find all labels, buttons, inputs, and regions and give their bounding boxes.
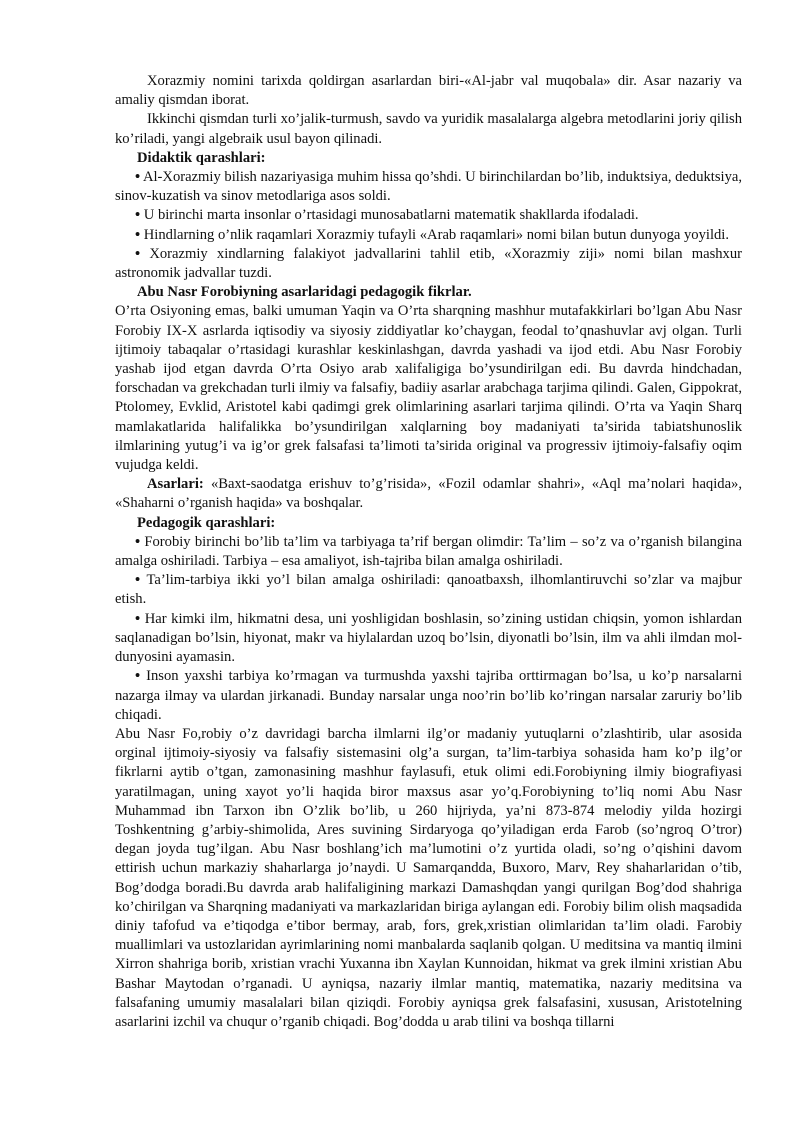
bullet-icon: • bbox=[135, 169, 141, 186]
heading-didactic-views: Didaktik qarashlari: bbox=[137, 149, 266, 166]
works-text: «Baxt-saodatga erishuv to’g’risida», «Fozil odamlar shahri», «Aql ma’nolari haqida», «Shaharni o’rganish haqida» va boshqalar. bbox=[115, 476, 742, 512]
list-item bbox=[115, 206, 742, 225]
list-item bbox=[115, 571, 742, 609]
bullet-icon: • bbox=[135, 610, 141, 627]
bullet-icon: • bbox=[135, 668, 141, 685]
paragraph-second-part: Ikkinchi qismdan turli xo’jalik-turmush, savdo va yuridik masalalarga algebra metodlarini joriy qilish ko’riladi, yangi algebraik usul bayon qilinadi. bbox=[115, 111, 742, 147]
list-item-text: Al-Xorazmiy bilish nazariyasiga muhim hissa qo’shdi. U birinchilardan bo’lib, induktsiya, deduktsiya, sinov-kuzatish va sinov metodlariga asos soldi. bbox=[115, 169, 743, 205]
list-item bbox=[115, 168, 742, 206]
bullet-icon: • bbox=[135, 533, 141, 550]
list-item-text: Har kimki ilm, hikmatni desa, uni yoshligidan boshlasin, so’zining ustidan chiqsin, yomon ishlardan saqlanadigan bo’lsin, hiyonat, makr va hiylalardan uzoq bo’lsin, diyonatli bo’lsin, ilm va ahli ilmdan mol-dunyosini ayamasin. bbox=[115, 610, 743, 666]
list-item-text: Inson yaxshi tarbiya ko’rmagan va turmushda yaxshi tajriba orttirmagan bo’lsa, u ko’p narsalarni nazarga ilmay va ulardan jirkanadi. Bunday narsalar unga noo’rin bo’lib ko’ringan narsalar zaruriy bo’lib chiqadi. bbox=[115, 668, 743, 723]
heading-forobiy-ideas: Abu Nasr Forobiyning asarlaridagi pedagogik fikrlar. bbox=[137, 284, 472, 301]
list-item-text: U birinchi marta insonlar o’rtasidagi munosabatlarni matematik shakllarda ifodaladi. bbox=[143, 207, 639, 224]
list-item-text: Xorazmiy xindlarning falakiyot jadvallarini tahlil etib, «Xorazmiy ziji» nomi bilan mashxur astronomik jadvallar tuzdi. bbox=[115, 245, 742, 282]
paragraph-al-jabr: Xorazmiy nomini tarixda qoldirgan asarlardan biri-«Al-jabr val muqobala» dir. Asar nazariy va amaliy qismdan iborat. bbox=[115, 73, 742, 109]
bullet-icon: • bbox=[135, 245, 141, 262]
paragraph-forobiy-era: O’rta Osiyoning emas, balki umuman Yaqin va O’rta sharqning mashhur mutafakkirlari bo’lgan Abu Nasr Forobiy IX-X asrlarda iqtisodiy va siyosiy ziddiyatlar ko’chaygan, feodal to’qnashuvlar avj olgan. Turli ijtimoiy tabaqalar o’rtasidagi kurashlar keskinlashgan, davrda yashadi va ijod etdi. Abu Nasr Forobiy yashab ijod etgan davrda O’rta Osiyo arab xalifaligiga bo’ysundirilgan edi. Bu davrda hindchadan, forschadan va grekchadan turli ilmiy va falsafiy, badiiy asarlar arabchaga tarjima qilindi. Galen, Gippokrat, Ptolomey, Evklid, Aristotel kabi qadimgi grek olimlarining asarlari tarjima qilindi. O’rta va Yaqin Sharq mamlakatlarida halifalikka bo’ysundirilgan xalqlarning boy madaniyati ta’sirida tabiatshunoslik ilmlarining yutug’i va ig’or grek falsafasi ta’limoti ta’sirida original va progressiv ijtimoiy-falsafiy oqim vujudga keldi. bbox=[115, 303, 742, 474]
list-item-text: Ta’lim-tarbiya ikki yo’l bilan amalga oshiriladi: qanoatbaxsh, ilhomlantiruvchi so’zlar va majbur etish. bbox=[115, 572, 742, 608]
document-page bbox=[115, 72, 742, 1032]
paragraph-works bbox=[115, 475, 742, 513]
list-item-text: Hindlarning o’nlik raqamlari Xorazmiy tufayli «Arab raqamlari» nomi bilan butun dunyoga yoyildi. bbox=[143, 226, 729, 243]
bullet-icon: • bbox=[135, 226, 141, 243]
list-item bbox=[115, 610, 742, 668]
list-item-text: Forobiy birinchi bo’lib ta’lim va tarbiyaga ta’rif bergan olimdir: Ta’lim – so’z va o’rganish bilangina amalga oshiriladi. Tarbiya – esa amaliyot, ish-tajriba bilan amalga oshiriladi. bbox=[115, 533, 742, 570]
list-item bbox=[115, 667, 742, 725]
bullet-icon: • bbox=[135, 572, 141, 589]
works-label: Asarlari: bbox=[147, 476, 204, 493]
paragraph-forobiy-biography: Abu Nasr Fo,robiy o’z davridagi barcha ilmlarni ilg’or madaniy yutuqlarni o’zlashtirib, ular asosida orginal ijtimoiy-siyosiy va falsafiy sistemasini olg’a surgan, ta’lim-tarbiya sohasida ham ko’p ilg’or fikrlarni aytib o’tgan, zamonasining mashhur faylasufi, etuk olimi edi.Forobiyning ilmiy biografiyasi yaratilmagan, uning xayot yo’li haqida biror maxsus asar yo’q.Forobiyning to’liq nomi Abu Nasr Muhammad ibn Tarxon ibn O’zlik bo’lib, u 260 hijriyda, ya’ni 873-874 melodiy yilda hozirgi Toshkentning g’arbiy-shimolida, Ares suvining Sirdaryoga qo’yiladigan erda Farob (so’ngroq O’tror) degan joyda tug’ilgan. Abu Nasr boshlang’ich ma’lumotini o’z yurtida oladi, so’ng o’qishini davom ettirish uchun markaziy shaharlarga jo’naydi. U Samarqandda, Buxoro, Marv, Rey shaharlaridan o’tib, Bog’dodga boradi.Bu davrda arab halifaligining markazi Damashqdan yangi qurilgan Bog’dod shahriga ko’chirilgan va Sharqning madaniyati va markazlaridan biriga aylangan edi. Forobiy bilim olish maqsadida diniy tafofud va e’tiqodga e’tibor bermay, arab, fors, grek,xristian olimlaridan ta’lim oladi. Farobiy muallimlari va ustozlaridan ayrimlarining nomi manbalarda saqlanib qolgan. U meditsina va mantiq ilmini Xirron shahriga borib, xristian vrachi Yuxanna ibn Xaylan Kunnoidan, hikmat va grek ilmini xristian Abu Bashar Maytodan o’rganadi. U ayniqsa, nazariy ilmlar mantiq, matematika, nazariy meditsina va falsafaning umumiy masalalari bilan qiziqdi. Forobiy ayniqsa grek falsafasini, xususan, Aristotelning asarlarini izchil va chuqur o’rganib chiqadi. Bog’dodda u arab tilini va boshqa tillarni bbox=[115, 725, 742, 1030]
heading-pedagogical-views: Pedagogik qarashlari: bbox=[137, 514, 276, 531]
bullet-icon: • bbox=[135, 207, 141, 224]
list-item bbox=[115, 226, 742, 245]
list-item bbox=[115, 533, 742, 571]
list-item bbox=[115, 245, 742, 283]
